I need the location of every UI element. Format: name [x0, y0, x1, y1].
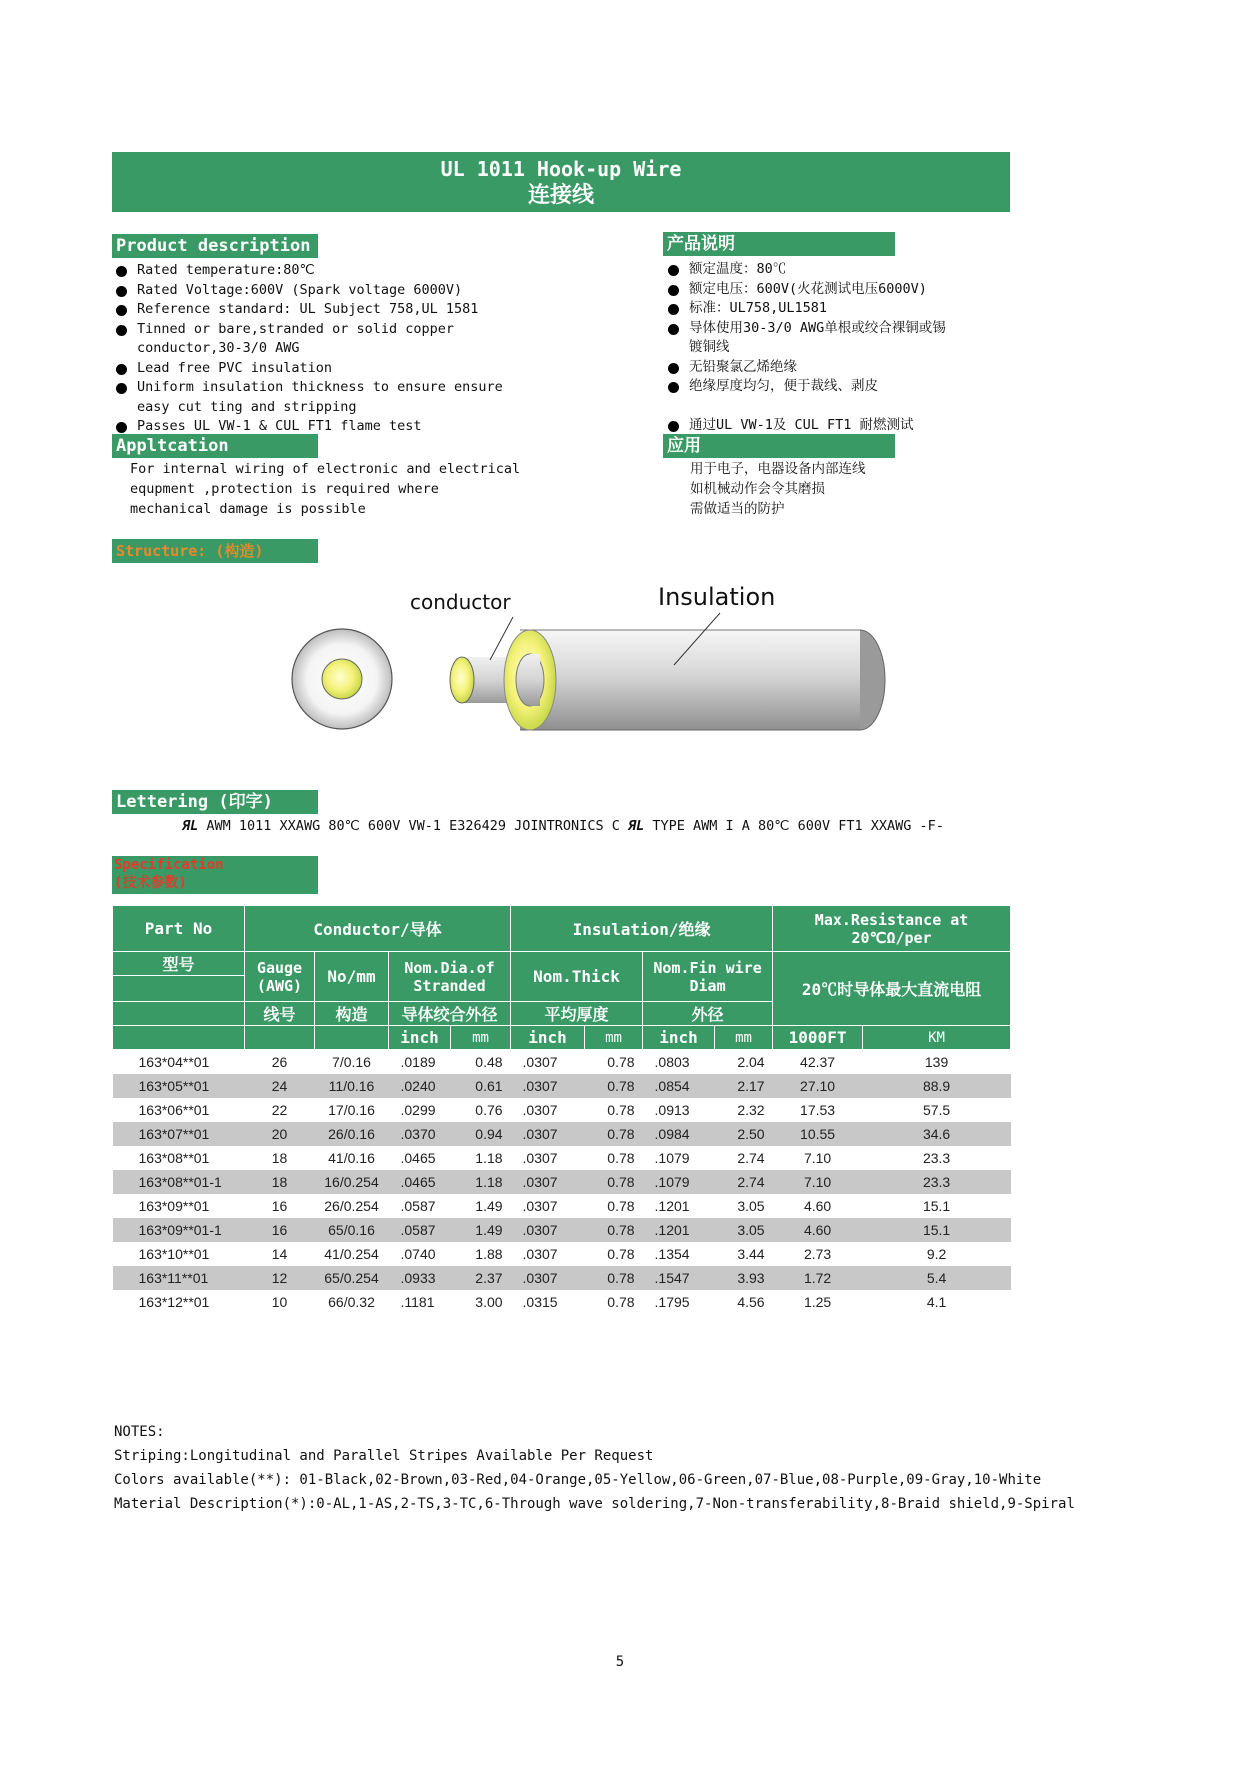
header-spacer	[113, 1002, 245, 1026]
cell-fin-inch: .1795	[654, 1294, 690, 1310]
cell-dia-inch: .0587	[400, 1198, 436, 1214]
cell-res-1000ft: 4.60	[803, 1198, 832, 1214]
cell-fin-inch: .0913	[654, 1102, 690, 1118]
cell-res-1000ft: 1.72	[773, 1266, 863, 1290]
unit-1000ft: 1000FT	[773, 1026, 863, 1050]
ul-mark-icon: ЯL	[182, 818, 199, 834]
cell-res-1000ft: 17.53	[800, 1102, 836, 1118]
cell-thick-inch: .0307	[511, 1266, 585, 1290]
bullet-icon	[116, 422, 127, 433]
cell-thick-inch: .0307	[522, 1246, 558, 1262]
cell-dia-mm: 0.48	[475, 1054, 503, 1070]
unit-inch: inch	[389, 1026, 451, 1050]
cell-dia-mm: 2.37	[451, 1266, 511, 1290]
cell-thick-mm: 0.78	[607, 1102, 635, 1118]
ul-mark-icon: ЯL	[627, 818, 645, 834]
list-item: Uniform insulation thickness to ensure ensure easy cut ting and stripping	[113, 378, 517, 417]
cell-no-mm: 7/0.16	[332, 1054, 371, 1070]
cell-gauge: 16	[271, 1198, 288, 1214]
col-max-res-cn: 20℃时导体最大直流电阻	[773, 952, 1011, 1026]
col-nom-dia: Nom.Dia.of Stranded	[389, 952, 511, 1002]
col-nom-fin-cn: 外径	[643, 1002, 773, 1026]
cell-part-no: 163*09**01	[138, 1198, 210, 1214]
bullet-icon	[668, 363, 679, 374]
wire-cylinder-icon	[450, 630, 885, 730]
cell-fin-mm: 2.04	[737, 1054, 765, 1070]
title-line1: UL 1011 Hook-up Wire	[440, 157, 682, 181]
cell-res-1000ft: 7.10	[803, 1150, 832, 1166]
bullet-icon	[668, 421, 679, 432]
cell-dia-inch: .0370	[389, 1122, 451, 1146]
product-description-list	[113, 261, 533, 437]
cell-thick-mm: 0.78	[585, 1074, 643, 1098]
col-nom-thick: Nom.Thick	[511, 952, 643, 1002]
cell-res-1000ft: 2.73	[803, 1246, 832, 1262]
col-conductor: Conductor/导体	[245, 906, 511, 952]
title-bar	[112, 152, 1010, 212]
bullet-icon	[668, 304, 679, 315]
cell-dia-mm: 1.18	[451, 1170, 511, 1194]
list-item: 通过UL VW-1及 CUL FT1 耐燃测试	[665, 416, 965, 436]
col-no-mm: No/mm	[315, 952, 389, 1002]
cell-gauge: 26	[271, 1054, 288, 1070]
cell-res-km: 139	[924, 1054, 949, 1070]
cell-fin-mm: 2.32	[737, 1102, 765, 1118]
cell-dia-inch: .0299	[400, 1102, 436, 1118]
cell-res-km: 4.1	[926, 1294, 947, 1310]
bullet-icon	[116, 383, 127, 394]
cell-thick-mm: 0.78	[607, 1054, 635, 1070]
bullet-icon	[668, 382, 679, 393]
cell-dia-mm: 0.76	[475, 1102, 503, 1118]
notes	[114, 1420, 1114, 1516]
specification-table	[112, 905, 1011, 1314]
table-row	[113, 1218, 1011, 1242]
unit-km: KM	[863, 1026, 1011, 1050]
list-item: Rated temperature:80℃	[113, 261, 533, 281]
cell-part-no: 163*07**01	[113, 1122, 245, 1146]
col-nom-fin: Nom.Fin wire Diam	[643, 952, 773, 1002]
cell-dia-inch: .1181	[400, 1294, 435, 1310]
notes-line: Striping:Longitudinal and Parallel Stripes Available Per Request	[114, 1448, 654, 1464]
cell-part-no: 163*09**01-1	[113, 1218, 245, 1242]
cell-no-mm: 65/0.16	[315, 1218, 389, 1242]
table-row	[113, 1242, 1011, 1266]
cell-res-1000ft: 1.25	[803, 1294, 832, 1310]
table-row	[113, 1194, 1011, 1218]
cell-dia-inch: .0240	[389, 1074, 451, 1098]
col-part-no-cn: 型号	[113, 952, 245, 976]
table-row	[113, 1074, 1011, 1098]
cell-part-no: 163*11**01	[113, 1266, 245, 1290]
cell-part-no: 163*06**01	[138, 1102, 210, 1118]
cell-res-1000ft: 7.10	[773, 1170, 863, 1194]
table-row	[113, 1098, 1011, 1122]
cell-thick-mm: 0.78	[607, 1294, 635, 1310]
cell-part-no: 163*05**01	[113, 1074, 245, 1098]
cell-res-1000ft: 10.55	[773, 1122, 863, 1146]
cell-thick-mm: 0.78	[607, 1246, 635, 1262]
cell-gauge: 14	[271, 1246, 288, 1262]
col-no-mm-cn: 构造	[315, 1002, 389, 1026]
conductor-label: conductor	[410, 590, 511, 614]
header-spacer	[113, 1026, 245, 1050]
notes-line: Material Description(*):0-AL,1-AS,2-TS,3-TC,6-Through wave soldering,7-Non-transferability,8-Braid shield,9-Spiral	[114, 1496, 1075, 1512]
structure-heading: Structure: (构造)	[112, 539, 318, 563]
cell-thick-mm: 0.78	[585, 1170, 643, 1194]
cell-gauge: 22	[271, 1102, 288, 1118]
cell-part-no: 163*04**01	[138, 1054, 210, 1070]
cell-dia-mm: 0.61	[451, 1074, 511, 1098]
cell-fin-mm: 2.17	[715, 1074, 773, 1098]
cell-res-km: 9.2	[926, 1246, 947, 1262]
list-item: Passes UL VW-1 & CUL FT1 flame test	[113, 417, 533, 437]
cell-res-1000ft: 27.10	[773, 1074, 863, 1098]
page-number: 5	[615, 1654, 625, 1670]
bullet-icon	[116, 286, 127, 297]
col-gauge-cn: 线号	[245, 1002, 315, 1026]
lettering-heading: Lettering (印字)	[112, 790, 318, 814]
cell-fin-mm: 4.56	[737, 1294, 765, 1310]
col-gauge: Gauge (AWG)	[245, 952, 315, 1002]
header-spacer	[245, 1026, 315, 1050]
specification-heading: Specification (技术参数)	[112, 856, 318, 894]
cell-thick-inch: .0307	[511, 1218, 585, 1242]
bullet-icon	[116, 266, 127, 277]
bullet-icon	[116, 364, 127, 375]
cell-gauge: 12	[245, 1266, 315, 1290]
cell-dia-inch: .0465	[400, 1150, 436, 1166]
cell-thick-inch: .0307	[511, 1074, 585, 1098]
cell-res-km: 57.5	[922, 1102, 951, 1118]
cell-thick-inch: .0307	[522, 1054, 558, 1070]
application-text: For internal wiring of electronic and electrical equpment ,protection is required where mechanical damage is possible	[130, 461, 521, 517]
cell-gauge: 10	[271, 1294, 288, 1310]
cell-fin-mm: 3.93	[715, 1266, 773, 1290]
cell-no-mm: 26/0.16	[315, 1122, 389, 1146]
list-item: Rated Voltage:600V (Spark voltage 6000V)	[113, 281, 533, 301]
cell-res-km: 15.1	[863, 1218, 1011, 1242]
list-item: Tinned or bare,stranded or solid copper conductor,30-3/0 AWG	[113, 320, 467, 359]
cell-fin-inch: .1201	[643, 1218, 715, 1242]
cell-part-no: 163*08**01-1	[113, 1170, 245, 1194]
cell-fin-inch: .1079	[643, 1170, 715, 1194]
col-insulation: Insulation/绝缘	[511, 906, 773, 952]
table-row	[113, 1266, 1011, 1290]
unit-mm: mm	[585, 1026, 643, 1050]
cell-res-km: 15.1	[922, 1198, 951, 1214]
cell-no-mm: 11/0.16	[315, 1074, 389, 1098]
cell-gauge: 18	[245, 1170, 315, 1194]
cell-res-km: 88.9	[863, 1074, 1011, 1098]
cell-gauge: 24	[245, 1074, 315, 1098]
cell-dia-mm: 1.88	[475, 1246, 503, 1262]
list-item: 标准：UL758,UL1581	[665, 299, 965, 319]
cell-thick-mm: 0.78	[585, 1218, 643, 1242]
application-cn-text: 用于电子，电器设备内部连线 如机械动作会令其磨损 需做适当的防护	[690, 461, 866, 517]
cell-fin-inch: .1079	[654, 1150, 690, 1166]
cell-dia-inch: .0933	[389, 1266, 451, 1290]
table-row	[113, 1170, 1011, 1194]
cell-dia-mm: 1.49	[475, 1198, 503, 1214]
cell-thick-inch: .0307	[522, 1198, 558, 1214]
table-row	[113, 1146, 1011, 1170]
cell-part-no: 163*10**01	[138, 1246, 210, 1262]
cell-dia-mm: 3.00	[475, 1294, 503, 1310]
cell-thick-inch: .0315	[522, 1294, 558, 1310]
bullet-icon	[668, 285, 679, 296]
cell-no-mm: 26/0.254	[324, 1198, 379, 1214]
cell-thick-mm: 0.78	[585, 1266, 643, 1290]
cell-no-mm: 65/0.254	[315, 1266, 389, 1290]
unit-mm: mm	[715, 1026, 773, 1050]
list-item: 额定电压：600V(火花测试电压6000V)	[665, 280, 965, 300]
cell-thick-inch: .0307	[522, 1150, 558, 1166]
cell-res-km: 23.3	[863, 1170, 1011, 1194]
product-description-heading: Product description	[112, 234, 318, 258]
bullet-icon	[116, 305, 127, 316]
cell-fin-inch: .0984	[643, 1122, 715, 1146]
cell-fin-mm: 2.74	[715, 1170, 773, 1194]
unit-mm: mm	[451, 1026, 511, 1050]
cell-gauge: 18	[271, 1150, 288, 1166]
cell-no-mm: 66/0.32	[328, 1294, 375, 1310]
cell-fin-mm: 2.74	[737, 1150, 765, 1166]
table-row	[113, 1050, 1011, 1075]
list-item: 导体使用30-3/0 AWG单根或绞合裸铜或锡镀铜线	[665, 319, 959, 358]
table-row	[113, 1290, 1011, 1314]
cell-dia-inch: .0465	[389, 1170, 451, 1194]
cell-fin-inch: .1547	[643, 1266, 715, 1290]
cell-res-km: 23.3	[922, 1150, 951, 1166]
cell-fin-mm: 3.05	[737, 1198, 765, 1214]
notes-heading: NOTES:	[114, 1424, 165, 1440]
notes-line: Colors available(**): 01-Black,02-Brown,03-Red,04-Orange,05-Yellow,06-Green,07-Blue,08-Purple,09-Gray,10-White	[114, 1472, 1042, 1488]
cell-fin-inch: .0854	[643, 1074, 715, 1098]
cell-dia-inch: .0587	[389, 1218, 451, 1242]
cell-thick-inch: .0307	[511, 1170, 585, 1194]
wire-structure-diagram	[280, 575, 920, 745]
cell-thick-inch: .0307	[522, 1102, 558, 1118]
application-cn-heading: 应用	[663, 434, 895, 458]
cell-thick-mm: 0.78	[585, 1122, 643, 1146]
cell-no-mm: 16/0.254	[315, 1170, 389, 1194]
cell-part-no: 163*12**01	[138, 1294, 210, 1310]
list-item: 无铅聚氯乙烯绝缘	[665, 358, 965, 378]
cell-gauge: 16	[245, 1218, 315, 1242]
cell-dia-inch: .0189	[400, 1054, 436, 1070]
cell-part-no: 163*08**01	[138, 1150, 210, 1166]
cell-fin-inch: .1201	[654, 1198, 690, 1214]
list-item: 额定温度：80℃	[665, 260, 965, 280]
header-spacer	[315, 1026, 389, 1050]
cell-fin-inch: .0803	[654, 1054, 690, 1070]
list-item: Lead free PVC insulation	[113, 359, 533, 379]
cross-section-icon	[292, 629, 392, 729]
col-max-resistance: Max.Resistance at 20℃Ω/per	[773, 906, 1011, 952]
cell-no-mm: 41/0.254	[324, 1246, 379, 1262]
product-description-cn-list	[665, 260, 965, 435]
cell-fin-inch: .1354	[654, 1246, 690, 1262]
cell-dia-inch: .0740	[400, 1246, 436, 1262]
unit-inch: inch	[643, 1026, 715, 1050]
cell-res-1000ft: 4.60	[773, 1218, 863, 1242]
cell-res-km: 34.6	[863, 1122, 1011, 1146]
cell-gauge: 20	[245, 1122, 315, 1146]
cell-res-1000ft: 42.37	[800, 1054, 836, 1070]
cell-dia-mm: 0.94	[451, 1122, 511, 1146]
col-nom-thick-cn: 平均厚度	[511, 1002, 643, 1026]
application-heading: Appltcation	[112, 434, 318, 458]
cell-fin-mm: 3.05	[715, 1218, 773, 1242]
bullet-icon	[116, 325, 127, 336]
cell-fin-mm: 3.44	[737, 1246, 765, 1262]
cell-thick-mm: 0.78	[607, 1198, 635, 1214]
product-description-cn-heading: 产品说明	[663, 232, 895, 256]
cell-thick-inch: .0307	[511, 1122, 585, 1146]
cell-res-km: 5.4	[863, 1266, 1011, 1290]
lettering-text: ЯL AWM 1011 XXAWG 80℃ 600V VW-1 E326429 JOINTRONICS C ЯL TYPE AWM I A 80℃ 600V FT1 XXAWG -F-	[182, 818, 944, 834]
cell-thick-mm: 0.78	[607, 1150, 635, 1166]
cell-fin-mm: 2.50	[715, 1122, 773, 1146]
title-line2: 连接线	[527, 183, 594, 208]
bullet-icon	[668, 324, 679, 335]
cell-no-mm: 17/0.16	[328, 1102, 375, 1118]
cell-dia-mm: 1.18	[475, 1150, 503, 1166]
bullet-icon	[668, 265, 679, 276]
cell-no-mm: 41/0.16	[328, 1150, 375, 1166]
col-nom-dia-cn: 导体绞合外径	[389, 1002, 511, 1026]
col-part-no: Part No	[113, 906, 245, 952]
list-item: 绝缘厚度均匀，便于裁线、剥皮	[665, 377, 965, 397]
insulation-label: Insulation	[658, 583, 776, 611]
unit-inch: inch	[511, 1026, 585, 1050]
header-spacer	[113, 976, 245, 1002]
list-item: Reference standard: UL Subject 758,UL 1581	[113, 300, 533, 320]
specification-table-body	[113, 1050, 1011, 1315]
table-row	[113, 1122, 1011, 1146]
cell-dia-mm: 1.49	[451, 1218, 511, 1242]
